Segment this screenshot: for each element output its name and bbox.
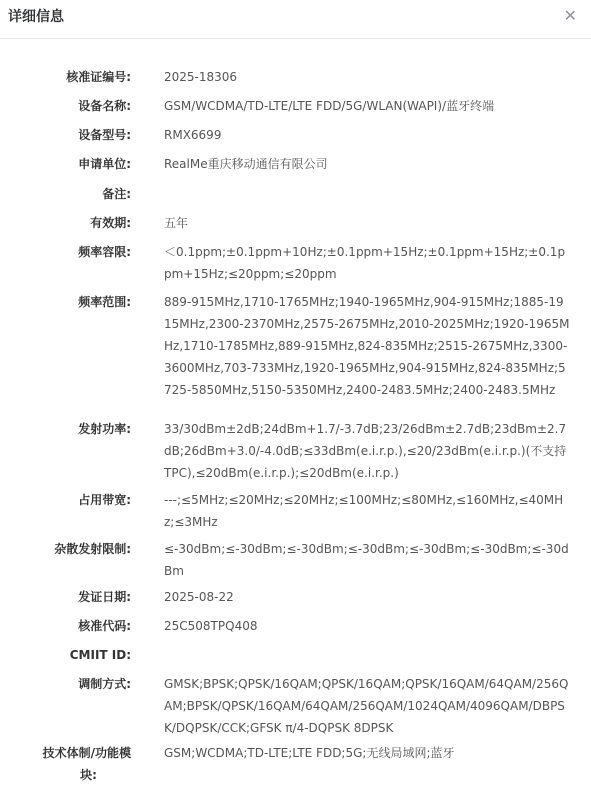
field-value-issue-date: 2025-08-22 [164, 590, 234, 604]
field-label-approval-number: 核准证编号: [66, 70, 131, 84]
field-row-technology [0, 742, 570, 786]
field-row-device-name [0, 95, 570, 117]
field-row-modulation [0, 673, 570, 739]
field-label-approval-code: 核准代码: [78, 619, 131, 633]
field-row-cmiit-id [0, 644, 570, 666]
field-value-remarks [164, 183, 570, 205]
field-value-modulation: GMSK;BPSK;QPSK/16QAM;QPSK/16QAM;QPSK/16QAM/64QAM/256QAM;BPSK/QPSK/16QAM/64QAM/256QAM/1024QAM/4096QAM/DBPSK/DQPSK/CCK;GFSK π/4-DQPSK 8DPSK [164, 677, 569, 735]
field-value-frequency-tolerance: ＜0.1ppm;±0.1ppm+10Hz;±0.1ppm+15Hz;±0.1ppm+15Hz;±0.1ppm+15Hz;≤20ppm;≤20ppm [164, 245, 566, 281]
field-label-cmiit-id: CMIIT ID: [69, 648, 131, 662]
field-value-cmiit-id [164, 644, 570, 666]
field-value-device-name: GSM/WCDMA/TD-LTE/LTE FDD/5G/WLAN(WAPI)/蓝牙终端 [164, 99, 495, 113]
dialog-header [0, 0, 591, 39]
field-value-device-model: RMX6699 [164, 128, 222, 142]
field-row-device-model [0, 124, 570, 146]
field-row-frequency-range [0, 291, 570, 401]
field-label-device-name: 设备名称: [78, 99, 131, 113]
field-label-device-model: 设备型号: [78, 128, 131, 142]
field-value-spurious-emission: ≤-30dBm;≤-30dBm;≤-30dBm;≤-30dBm;≤-30dBm;≤-30dBm;≤-30dBm [164, 542, 569, 578]
field-label-technology [0, 742, 131, 786]
dialog-title: 详细信息 [8, 9, 64, 25]
field-row-transmit-power [0, 418, 570, 484]
field-value-transmit-power: 33/30dBm±2dB;24dBm+1.7/-3.7dB;23/26dBm±2.7dB;23dBm±2.7dB;26dBm+3.0/-4.0dB;≤33dBm(e.i.r.p.),≤20/23dBm(e.i.r.p.)(不支持TPC),≤20dBm(e.i.r.p.);≤20dBm(e.i.r.p.) [164, 422, 567, 480]
field-label-technology-line1: 技术体制/功能模 [42, 746, 131, 760]
field-row-remarks [0, 183, 570, 205]
field-row-spurious-emission [0, 538, 570, 582]
field-label-applicant: 申请单位: [78, 157, 131, 171]
field-label-technology-line2: 块: [80, 768, 97, 782]
field-label-frequency-range: 频率范围: [78, 295, 131, 309]
field-row-frequency-tolerance [0, 241, 570, 285]
field-row-occupied-bandwidth [0, 489, 570, 533]
field-label-occupied-bandwidth: 占用带宽: [78, 493, 131, 507]
field-label-transmit-power: 发射功率: [78, 422, 131, 436]
field-row-approval-code [0, 615, 570, 637]
field-label-validity: 有效期: [90, 216, 131, 230]
field-label-modulation: 调制方式: [78, 677, 131, 691]
field-label-remarks: 备注: [102, 187, 131, 201]
field-label-spurious-emission: 杂散发射限制: [54, 542, 131, 556]
field-value-occupied-bandwidth: ---;≤5MHz;≤20MHz;≤20MHz;≤100MHz;≤80MHz,≤160MHz,≤40MHz;≤3MHz [164, 493, 564, 529]
field-label-frequency-tolerance: 频率容限: [78, 245, 131, 259]
close-icon[interactable]: ✕ [563, 6, 577, 25]
field-row-issue-date [0, 586, 570, 608]
field-value-approval-code: 25C508TPQ408 [164, 619, 258, 633]
field-row-applicant [0, 153, 570, 175]
field-value-technology: GSM;WCDMA;TD-LTE;LTE FDD;5G;无线局域网;蓝牙 [164, 746, 455, 760]
field-label-issue-date: 发证日期: [78, 590, 131, 604]
field-row-approval-number [0, 66, 570, 88]
field-value-approval-number: 2025-18306 [164, 70, 238, 84]
field-value-frequency-range: 889-915MHz,1710-1765MHz;1940-1965MHz,904-915MHz;1885-1915MHz,2300-2370MHz,2575-2675MHz,2010-2025MHz;1920-1965MHz,1710-1785MHz,889-915MHz,824-835MHz;2515-2675MHz,3300-3600MHz,703-733MHz,1920-1965MHz,904-915MHz,824-835MHz;5725-5850MHz,5150-5350MHz,2400-2483.5MHz;2400-2483.5MHz [164, 295, 570, 397]
field-row-validity [0, 212, 570, 234]
field-value-validity: 五年 [164, 216, 189, 230]
field-value-applicant: RealMe重庆移动通信有限公司 [164, 157, 328, 171]
